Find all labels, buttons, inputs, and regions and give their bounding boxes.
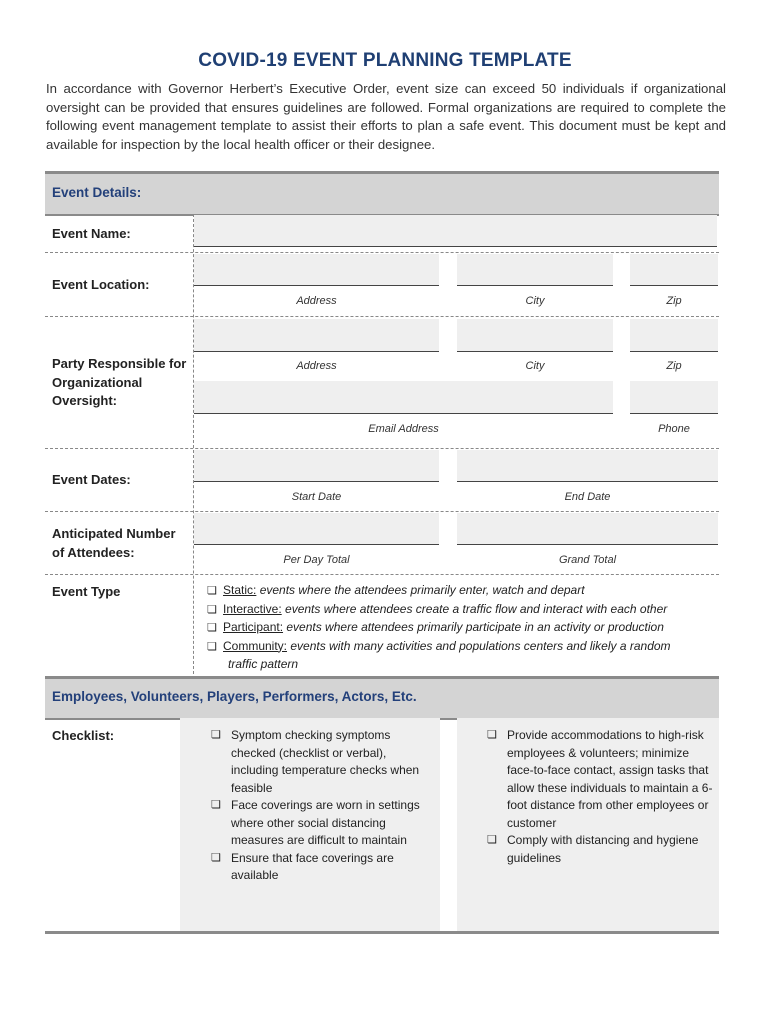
event-type-static[interactable] <box>207 582 722 601</box>
checkbox-icon[interactable]: ❏ <box>211 729 221 741</box>
location-address-field[interactable] <box>194 254 439 286</box>
event-type-desc: events where attendees primarily participate in an activity or production <box>283 620 664 634</box>
event-type-name: Interactive: <box>223 601 282 616</box>
checkbox-icon[interactable]: ❏ <box>207 603 217 616</box>
attendees-label <box>52 525 176 562</box>
location-zip-caption: Zip <box>666 295 682 307</box>
party-responsible-label <box>52 355 186 411</box>
event-type-name: Participant: <box>223 620 284 634</box>
event-type-desc: events where the attendees primarily enter, watch and depart <box>256 583 585 597</box>
divider <box>45 511 719 512</box>
event-type-name: Community: <box>223 638 288 653</box>
intro-paragraph: In accordance with Governor Herbert’s Executive Order, event size can exceed 50 individuals if organizational oversight can be provided that ensures guidelines are followed. Formal organizations are required to complete the following event management template to assist their efforts to plan a safe event. This document must be kept and available for inspection by the local health officer or their designee. <box>46 81 726 152</box>
checklist-item-text: Comply with distancing and hygiene guidelines <box>507 833 699 865</box>
page-title: COVID-19 EVENT PLANNING TEMPLATE <box>198 50 572 71</box>
checkbox-icon[interactable]: ❏ <box>487 729 497 741</box>
party-zip-caption: Zip <box>666 360 682 372</box>
event-type-desc: events with many activities and populations centers and likely a random <box>287 638 671 653</box>
attendees-label-line2: of Attendees: <box>52 544 135 560</box>
checklist-item <box>487 832 715 867</box>
party-email-caption: Email Address <box>368 423 439 435</box>
checklist-item <box>211 850 437 885</box>
attendees-label-line1: Anticipated Number <box>52 526 176 541</box>
end-date-field[interactable] <box>457 450 718 482</box>
event-details-title: Event Details: <box>52 185 142 200</box>
employees-title: Employees, Volunteers, Players, Performers, Actors, Etc. <box>52 689 417 704</box>
event-dates-label: Event Dates: <box>52 472 131 487</box>
event-details-header <box>45 171 719 216</box>
checklist-item <box>211 797 437 850</box>
divider <box>45 252 719 253</box>
divider <box>45 316 719 317</box>
checklist-item <box>487 727 715 832</box>
checklist-item-text: Face coverings are worn in settings where other social distancing measures are difficult to maintain <box>231 798 420 847</box>
grand-total-caption: Grand Total <box>558 554 617 566</box>
location-address-caption: Address <box>296 295 337 307</box>
party-email-field[interactable] <box>194 381 613 414</box>
divider <box>45 448 719 449</box>
event-type-desc-cont: traffic pattern <box>228 657 299 671</box>
checklist-list-2 <box>487 727 715 867</box>
event-type-interactive[interactable] <box>207 601 722 620</box>
party-city-caption: City <box>525 360 545 372</box>
event-type-participant[interactable] <box>207 619 722 638</box>
event-type-options <box>207 582 722 674</box>
end-date-caption: End Date <box>564 491 611 503</box>
checkbox-icon[interactable]: ❏ <box>211 799 221 811</box>
checkbox-icon[interactable]: ❏ <box>207 640 217 653</box>
event-type-name: Static: <box>223 583 257 597</box>
start-date-caption: Start Date <box>291 491 342 503</box>
party-address-field[interactable] <box>194 319 439 352</box>
party-address-caption: Address <box>296 360 337 372</box>
party-phone-caption: Phone <box>658 423 690 435</box>
event-type-label: Event Type <box>52 584 121 599</box>
checklist-item <box>211 727 437 797</box>
checklist-label: Checklist: <box>52 728 115 743</box>
divider <box>45 574 719 575</box>
party-label-line1: Party Responsible for <box>52 356 187 371</box>
event-name-field[interactable] <box>194 215 717 247</box>
checkbox-icon[interactable]: ❏ <box>207 622 217 634</box>
bottom-rule <box>45 931 719 934</box>
location-zip-field[interactable] <box>630 254 718 286</box>
checkbox-icon[interactable]: ❏ <box>211 851 221 864</box>
party-label-line3: Oversight: <box>52 393 118 408</box>
location-city-field[interactable] <box>457 254 613 286</box>
checklist-item-text: Provide accommodations to high-risk employees & volunteers; minimize face-to-face contact, assign tasks that allow these individuals to maintain a 6-foot distance from other employees or customer <box>507 728 713 830</box>
checklist-list-1 <box>211 727 437 885</box>
party-label-line2: Organizational <box>52 374 143 390</box>
event-location-label: Event Location: <box>52 277 150 292</box>
event-type-community[interactable] <box>207 638 722 657</box>
event-type-desc: events where attendees create a traffic flow and interact with each other <box>281 601 668 616</box>
per-day-total-field[interactable] <box>194 513 439 545</box>
event-name-label: Event Name: <box>52 226 131 241</box>
employees-header <box>45 676 719 720</box>
party-zip-field[interactable] <box>630 319 718 352</box>
party-city-field[interactable] <box>457 319 613 352</box>
checkbox-icon[interactable]: ❏ <box>207 585 217 597</box>
start-date-field[interactable] <box>194 450 439 482</box>
party-phone-field[interactable] <box>630 381 718 414</box>
checklist-item-text: Ensure that face coverings are available <box>231 850 394 882</box>
location-city-caption: City <box>525 295 545 307</box>
per-day-total-caption: Per Day Total <box>283 554 350 566</box>
checkbox-icon[interactable]: ❏ <box>487 834 497 846</box>
grand-total-field[interactable] <box>457 513 718 545</box>
checklist-item-text: Symptom checking symptoms checked (checklist or verbal), including temperature checks when feasible <box>231 728 420 795</box>
